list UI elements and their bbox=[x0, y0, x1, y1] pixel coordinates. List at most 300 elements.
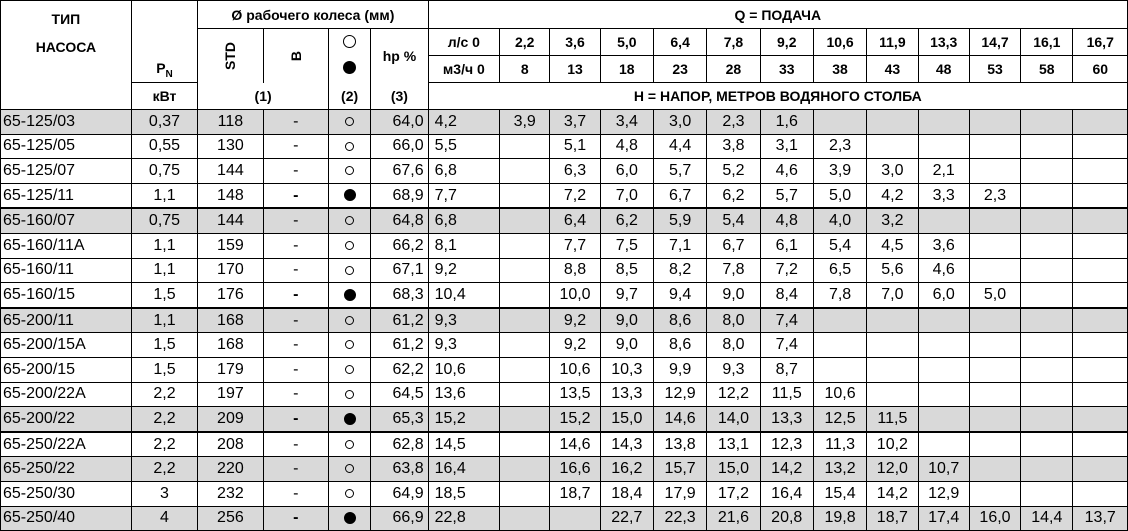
head-value-cell bbox=[813, 110, 866, 135]
head-value-cell: 12,3 bbox=[760, 432, 813, 457]
head-value-cell: 2,3 bbox=[813, 134, 866, 159]
table-row bbox=[1, 159, 1128, 184]
std-diameter-cell: 148 bbox=[198, 183, 263, 208]
head-value-cell bbox=[918, 407, 969, 432]
mark-cell bbox=[328, 357, 370, 382]
head-value-cell: 8,2 bbox=[653, 258, 706, 283]
head-value-cell: 15,4 bbox=[813, 481, 866, 506]
head-value-cell bbox=[1021, 159, 1073, 184]
head-value-cell bbox=[813, 308, 866, 333]
dash-mark: - bbox=[293, 311, 299, 329]
head-value-cell: 12,9 bbox=[918, 481, 969, 506]
head-value-cell: 8,1 bbox=[428, 233, 499, 258]
table-row bbox=[1, 308, 1128, 333]
efficiency-cell: 66,9 bbox=[371, 506, 428, 531]
head-value-cell: 7,0 bbox=[867, 283, 918, 308]
power-cell: 1,1 bbox=[131, 258, 197, 283]
pump-type-cell: 65-250/30 bbox=[1, 481, 132, 506]
power-cell: 0,75 bbox=[131, 159, 197, 184]
table-row bbox=[1, 110, 1128, 135]
pn-unit: кВт bbox=[131, 83, 197, 110]
head-value-cell: 12,0 bbox=[867, 457, 918, 482]
table-row bbox=[1, 258, 1128, 283]
pump-type-cell: 65-160/07 bbox=[1, 208, 132, 233]
head-value-cell: 8,5 bbox=[600, 258, 653, 283]
head-value-cell bbox=[500, 407, 550, 432]
pump-type-cell: 65-200/15 bbox=[1, 357, 132, 382]
pump-type-cell: 65-250/40 bbox=[1, 506, 132, 531]
std-diameter-cell: 168 bbox=[198, 308, 263, 333]
hp-header: hp % bbox=[371, 29, 428, 83]
head-value-cell: 6,8 bbox=[428, 208, 499, 233]
head-value-cell: 16,2 bbox=[600, 457, 653, 482]
head-value-cell: 5,7 bbox=[653, 159, 706, 184]
pn-subscript: N bbox=[165, 69, 173, 80]
open-circle-icon bbox=[345, 489, 354, 498]
head-value-cell bbox=[1021, 457, 1073, 482]
pump-type-cell: 65-200/11 bbox=[1, 308, 132, 333]
power-cell: 1,5 bbox=[131, 333, 197, 358]
table-row bbox=[1, 457, 1128, 482]
head-value-cell bbox=[969, 233, 1020, 258]
head-value-cell bbox=[867, 357, 918, 382]
head-value-cell: 12,2 bbox=[707, 382, 760, 407]
head-value-cell: 4,0 bbox=[813, 208, 866, 233]
head-value-cell: 11,3 bbox=[813, 432, 866, 457]
efficiency-cell: 67,1 bbox=[371, 258, 428, 283]
b-cell bbox=[263, 407, 328, 432]
head-value-cell bbox=[500, 382, 550, 407]
ls-value: 2,2 bbox=[500, 29, 550, 56]
head-value-cell: 18,7 bbox=[550, 481, 600, 506]
head-value-cell: 7,4 bbox=[760, 333, 813, 358]
head-value-cell: 4,2 bbox=[428, 110, 499, 135]
head-value-cell: 15,7 bbox=[653, 457, 706, 482]
head-value-cell bbox=[1021, 407, 1073, 432]
head-value-cell: 14,3 bbox=[600, 432, 653, 457]
table-row bbox=[1, 183, 1128, 208]
mark-cell bbox=[328, 110, 370, 135]
head-value-cell bbox=[500, 357, 550, 382]
head-value-cell bbox=[969, 308, 1020, 333]
open-circle-icon bbox=[345, 142, 354, 151]
head-value-cell bbox=[1021, 183, 1073, 208]
head-value-cell: 13,8 bbox=[653, 432, 706, 457]
open-circle-icon bbox=[345, 464, 354, 473]
ls-value: 6,4 bbox=[653, 29, 706, 56]
head-value-cell: 1,6 bbox=[760, 110, 813, 135]
std-diameter-cell: 220 bbox=[198, 457, 263, 482]
std-diameter-cell: 197 bbox=[198, 382, 263, 407]
head-value-cell: 7,1 bbox=[653, 233, 706, 258]
head-value-cell: 6,2 bbox=[707, 183, 760, 208]
open-circle-icon bbox=[345, 216, 354, 225]
ls-value: 5,0 bbox=[600, 29, 653, 56]
head-value-cell bbox=[500, 159, 550, 184]
head-value-cell bbox=[1073, 407, 1128, 432]
head-value-cell: 9,9 bbox=[653, 357, 706, 382]
head-value-cell: 16,4 bbox=[428, 457, 499, 482]
head-value-cell: 10,6 bbox=[428, 357, 499, 382]
m3-value: 18 bbox=[600, 56, 653, 83]
head-value-cell bbox=[500, 233, 550, 258]
head-value-cell: 5,6 bbox=[867, 258, 918, 283]
m3-value: 13 bbox=[550, 56, 600, 83]
mark-cell bbox=[328, 481, 370, 506]
head-value-cell: 5,0 bbox=[813, 183, 866, 208]
m3-value: 48 bbox=[918, 56, 969, 83]
head-value-cell bbox=[969, 333, 1020, 358]
table-row bbox=[1, 283, 1128, 308]
open-circle-icon bbox=[343, 35, 356, 48]
head-value-cell: 15,2 bbox=[550, 407, 600, 432]
mark-cell bbox=[328, 308, 370, 333]
type-header bbox=[1, 1, 132, 110]
head-value-cell: 17,2 bbox=[707, 481, 760, 506]
h-header: H = НАПОР, МЕТРОВ ВОДЯНОГО СТОЛБА bbox=[428, 83, 1127, 110]
efficiency-cell: 64,9 bbox=[371, 481, 428, 506]
pump-type-cell: 65-125/11 bbox=[1, 183, 132, 208]
pump-type-cell: 65-125/03 bbox=[1, 110, 132, 135]
std-diameter-cell: 209 bbox=[198, 407, 263, 432]
head-value-cell: 22,8 bbox=[428, 506, 499, 531]
head-value-cell: 4,8 bbox=[600, 134, 653, 159]
dash-mark: - bbox=[293, 186, 299, 204]
dash-mark: - bbox=[293, 360, 299, 378]
head-value-cell: 9,4 bbox=[653, 283, 706, 308]
mark-cell bbox=[328, 407, 370, 432]
power-cell: 1,1 bbox=[131, 233, 197, 258]
dash-mark: - bbox=[293, 385, 299, 403]
std-label: STD bbox=[222, 41, 239, 70]
open-circle-icon bbox=[345, 365, 354, 374]
head-value-cell: 14,0 bbox=[707, 407, 760, 432]
head-value-cell: 2,1 bbox=[918, 159, 969, 184]
head-value-cell: 18,4 bbox=[600, 481, 653, 506]
efficiency-cell: 66,0 bbox=[371, 134, 428, 159]
head-value-cell: 9,3 bbox=[428, 333, 499, 358]
power-cell: 2,2 bbox=[131, 457, 197, 482]
mark-cell bbox=[328, 233, 370, 258]
m3-label: м3/ч 0 bbox=[428, 56, 499, 83]
head-value-cell bbox=[969, 159, 1020, 184]
m3-value: 53 bbox=[969, 56, 1020, 83]
head-value-cell bbox=[500, 457, 550, 482]
b-cell bbox=[263, 457, 328, 482]
mark-cell bbox=[328, 208, 370, 233]
head-value-cell bbox=[1073, 382, 1128, 407]
q-header: Q = ПОДАЧА bbox=[428, 1, 1127, 29]
pump-type-cell: 65-200/15A bbox=[1, 333, 132, 358]
dash-mark: - bbox=[293, 112, 299, 130]
head-value-cell bbox=[969, 407, 1020, 432]
dash-mark: - bbox=[293, 285, 299, 303]
mark-cell bbox=[328, 457, 370, 482]
head-value-cell: 6,0 bbox=[600, 159, 653, 184]
head-value-cell: 7,8 bbox=[707, 258, 760, 283]
head-value-cell bbox=[500, 134, 550, 159]
b-cell bbox=[263, 382, 328, 407]
b-cell bbox=[263, 283, 328, 308]
dash-mark: - bbox=[293, 484, 299, 502]
head-value-cell bbox=[867, 110, 918, 135]
ls-value: 14,7 bbox=[969, 29, 1020, 56]
power-cell: 1,1 bbox=[131, 308, 197, 333]
head-value-cell bbox=[500, 506, 550, 531]
mark-cell bbox=[328, 506, 370, 531]
head-value-cell: 3,2 bbox=[867, 208, 918, 233]
head-value-cell: 8,6 bbox=[653, 333, 706, 358]
head-value-cell: 13,3 bbox=[760, 407, 813, 432]
head-value-cell: 8,0 bbox=[707, 308, 760, 333]
table-body bbox=[1, 110, 1128, 531]
head-value-cell: 14,4 bbox=[1021, 506, 1073, 531]
head-value-cell: 5,4 bbox=[707, 208, 760, 233]
std-diameter-cell: 144 bbox=[198, 208, 263, 233]
head-value-cell: 12,5 bbox=[813, 407, 866, 432]
pn-header-top bbox=[131, 1, 197, 29]
head-value-cell bbox=[969, 208, 1020, 233]
b-cell bbox=[263, 183, 328, 208]
mark-header bbox=[328, 29, 370, 83]
head-value-cell bbox=[969, 134, 1020, 159]
mark-cell bbox=[328, 283, 370, 308]
head-value-cell: 13,5 bbox=[550, 382, 600, 407]
head-value-cell: 13,6 bbox=[428, 382, 499, 407]
efficiency-cell: 63,8 bbox=[371, 457, 428, 482]
pump-type-cell: 65-160/11A bbox=[1, 233, 132, 258]
b-cell bbox=[263, 258, 328, 283]
head-value-cell: 21,6 bbox=[707, 506, 760, 531]
head-value-cell bbox=[969, 110, 1020, 135]
head-value-cell: 5,0 bbox=[969, 283, 1020, 308]
power-cell: 1,5 bbox=[131, 357, 197, 382]
head-value-cell: 18,7 bbox=[867, 506, 918, 531]
head-value-cell: 3,3 bbox=[918, 183, 969, 208]
pump-type-cell: 65-160/15 bbox=[1, 283, 132, 308]
head-value-cell bbox=[1073, 457, 1128, 482]
head-value-cell: 6,4 bbox=[550, 208, 600, 233]
head-value-cell: 6,2 bbox=[600, 208, 653, 233]
head-value-cell: 10,6 bbox=[813, 382, 866, 407]
m3-value: 38 bbox=[813, 56, 866, 83]
b-cell bbox=[263, 333, 328, 358]
head-value-cell: 4,2 bbox=[867, 183, 918, 208]
dash-mark: - bbox=[293, 336, 299, 354]
head-value-cell: 6,3 bbox=[550, 159, 600, 184]
impeller-header: Ø рабочего колеса (мм) bbox=[198, 1, 428, 29]
head-value-cell: 7,5 bbox=[600, 233, 653, 258]
head-value-cell: 9,0 bbox=[600, 333, 653, 358]
head-value-cell: 2,3 bbox=[969, 183, 1020, 208]
head-value-cell: 10,0 bbox=[550, 283, 600, 308]
table-row bbox=[1, 382, 1128, 407]
table-row bbox=[1, 481, 1128, 506]
head-value-cell: 7,7 bbox=[550, 233, 600, 258]
open-circle-icon bbox=[345, 117, 354, 126]
head-value-cell: 5,9 bbox=[653, 208, 706, 233]
ls-value: 16,7 bbox=[1073, 29, 1128, 56]
head-value-cell bbox=[813, 357, 866, 382]
head-value-cell bbox=[918, 432, 969, 457]
head-value-cell: 10,7 bbox=[918, 457, 969, 482]
b-header bbox=[263, 29, 328, 83]
head-value-cell bbox=[500, 183, 550, 208]
open-circle-icon bbox=[345, 390, 354, 399]
power-cell: 2,2 bbox=[131, 407, 197, 432]
table-row bbox=[1, 407, 1128, 432]
b-cell bbox=[263, 506, 328, 531]
table-header bbox=[1, 1, 1128, 110]
power-cell: 2,2 bbox=[131, 382, 197, 407]
head-value-cell: 9,3 bbox=[428, 308, 499, 333]
dash-mark: - bbox=[293, 409, 299, 427]
pump-type-cell: 65-250/22A bbox=[1, 432, 132, 457]
efficiency-cell: 61,2 bbox=[371, 308, 428, 333]
head-value-cell bbox=[969, 457, 1020, 482]
m3-value: 58 bbox=[1021, 56, 1073, 83]
head-value-cell: 9,2 bbox=[550, 308, 600, 333]
std-diameter-cell: 159 bbox=[198, 233, 263, 258]
m3-value: 60 bbox=[1073, 56, 1128, 83]
head-value-cell bbox=[1073, 283, 1128, 308]
head-value-cell bbox=[500, 432, 550, 457]
head-value-cell: 8,6 bbox=[653, 308, 706, 333]
head-value-cell: 15,0 bbox=[707, 457, 760, 482]
head-value-cell: 4,4 bbox=[653, 134, 706, 159]
head-value-cell: 9,0 bbox=[707, 283, 760, 308]
head-value-cell: 13,1 bbox=[707, 432, 760, 457]
power-cell: 3 bbox=[131, 481, 197, 506]
head-value-cell: 19,8 bbox=[813, 506, 866, 531]
ls-value: 13,3 bbox=[918, 29, 969, 56]
pump-type-cell: 65-160/11 bbox=[1, 258, 132, 283]
head-value-cell: 14,6 bbox=[653, 407, 706, 432]
efficiency-cell: 62,2 bbox=[371, 357, 428, 382]
std-diameter-cell: 232 bbox=[198, 481, 263, 506]
head-value-cell: 15,2 bbox=[428, 407, 499, 432]
head-value-cell: 3,7 bbox=[550, 110, 600, 135]
head-value-cell: 10,6 bbox=[550, 357, 600, 382]
pn-header bbox=[131, 29, 197, 83]
m3-value: 33 bbox=[760, 56, 813, 83]
table-row bbox=[1, 357, 1128, 382]
head-value-cell: 14,2 bbox=[760, 457, 813, 482]
table-row bbox=[1, 333, 1128, 358]
head-value-cell bbox=[918, 382, 969, 407]
b-cell bbox=[263, 110, 328, 135]
efficiency-cell: 66,2 bbox=[371, 233, 428, 258]
head-value-cell bbox=[867, 333, 918, 358]
head-value-cell bbox=[813, 333, 866, 358]
type-header-line2: НАСОСА bbox=[35, 39, 97, 55]
head-value-cell bbox=[918, 134, 969, 159]
ls-label: л/с 0 bbox=[428, 29, 499, 56]
head-value-cell bbox=[969, 382, 1020, 407]
b-cell bbox=[263, 357, 328, 382]
head-value-cell bbox=[1073, 432, 1128, 457]
head-value-cell: 13,2 bbox=[813, 457, 866, 482]
table-row bbox=[1, 233, 1128, 258]
head-value-cell: 5,4 bbox=[813, 233, 866, 258]
power-cell: 1,5 bbox=[131, 283, 197, 308]
note-1: (1) bbox=[198, 83, 329, 110]
head-value-cell: 6,7 bbox=[653, 183, 706, 208]
head-value-cell bbox=[918, 357, 969, 382]
head-value-cell: 14,6 bbox=[550, 432, 600, 457]
head-value-cell bbox=[969, 481, 1020, 506]
std-diameter-cell: 130 bbox=[198, 134, 263, 159]
dash-mark: - bbox=[293, 161, 299, 179]
head-value-cell bbox=[1073, 183, 1128, 208]
head-value-cell: 7,8 bbox=[813, 283, 866, 308]
head-value-cell: 4,6 bbox=[760, 159, 813, 184]
dash-mark: - bbox=[293, 460, 299, 478]
head-value-cell: 5,1 bbox=[550, 134, 600, 159]
m3-value: 28 bbox=[707, 56, 760, 83]
head-value-cell: 9,7 bbox=[600, 283, 653, 308]
head-value-cell bbox=[918, 333, 969, 358]
mark-cell bbox=[328, 382, 370, 407]
head-value-cell bbox=[867, 308, 918, 333]
head-value-cell: 16,6 bbox=[550, 457, 600, 482]
filled-circle-icon bbox=[344, 413, 356, 425]
head-value-cell: 3,0 bbox=[653, 110, 706, 135]
head-value-cell bbox=[1073, 333, 1128, 358]
head-value-cell bbox=[1021, 432, 1073, 457]
b-cell bbox=[263, 432, 328, 457]
pump-type-cell: 65-200/22A bbox=[1, 382, 132, 407]
dash-mark: - bbox=[293, 137, 299, 155]
head-value-cell bbox=[1021, 134, 1073, 159]
mark-cell bbox=[328, 159, 370, 184]
ls-value: 10,6 bbox=[813, 29, 866, 56]
m3-value: 43 bbox=[867, 56, 918, 83]
ls-value: 11,9 bbox=[867, 29, 918, 56]
head-value-cell: 13,7 bbox=[1073, 506, 1128, 531]
head-value-cell: 4,8 bbox=[760, 208, 813, 233]
head-value-cell: 10,3 bbox=[600, 357, 653, 382]
head-value-cell: 22,7 bbox=[600, 506, 653, 531]
efficiency-cell: 68,9 bbox=[371, 183, 428, 208]
head-value-cell bbox=[1021, 233, 1073, 258]
head-value-cell bbox=[1073, 357, 1128, 382]
std-diameter-cell: 179 bbox=[198, 357, 263, 382]
std-diameter-cell: 144 bbox=[198, 159, 263, 184]
head-value-cell: 12,9 bbox=[653, 382, 706, 407]
head-value-cell: 5,5 bbox=[428, 134, 499, 159]
head-value-cell bbox=[1021, 333, 1073, 358]
power-cell: 2,2 bbox=[131, 432, 197, 457]
head-value-cell: 9,0 bbox=[600, 308, 653, 333]
head-value-cell: 6,7 bbox=[707, 233, 760, 258]
head-value-cell: 8,7 bbox=[760, 357, 813, 382]
filled-circle-icon bbox=[344, 289, 356, 301]
head-value-cell bbox=[867, 134, 918, 159]
table-row bbox=[1, 134, 1128, 159]
b-cell bbox=[263, 159, 328, 184]
filled-circle-icon bbox=[343, 61, 356, 74]
table-row bbox=[1, 432, 1128, 457]
head-value-cell bbox=[1073, 233, 1128, 258]
pump-type-cell: 65-125/05 bbox=[1, 134, 132, 159]
std-diameter-cell: 176 bbox=[198, 283, 263, 308]
efficiency-cell: 65,3 bbox=[371, 407, 428, 432]
head-value-cell: 9,2 bbox=[550, 333, 600, 358]
head-value-cell bbox=[1021, 357, 1073, 382]
head-value-cell: 10,4 bbox=[428, 283, 499, 308]
head-value-cell: 8,8 bbox=[550, 258, 600, 283]
